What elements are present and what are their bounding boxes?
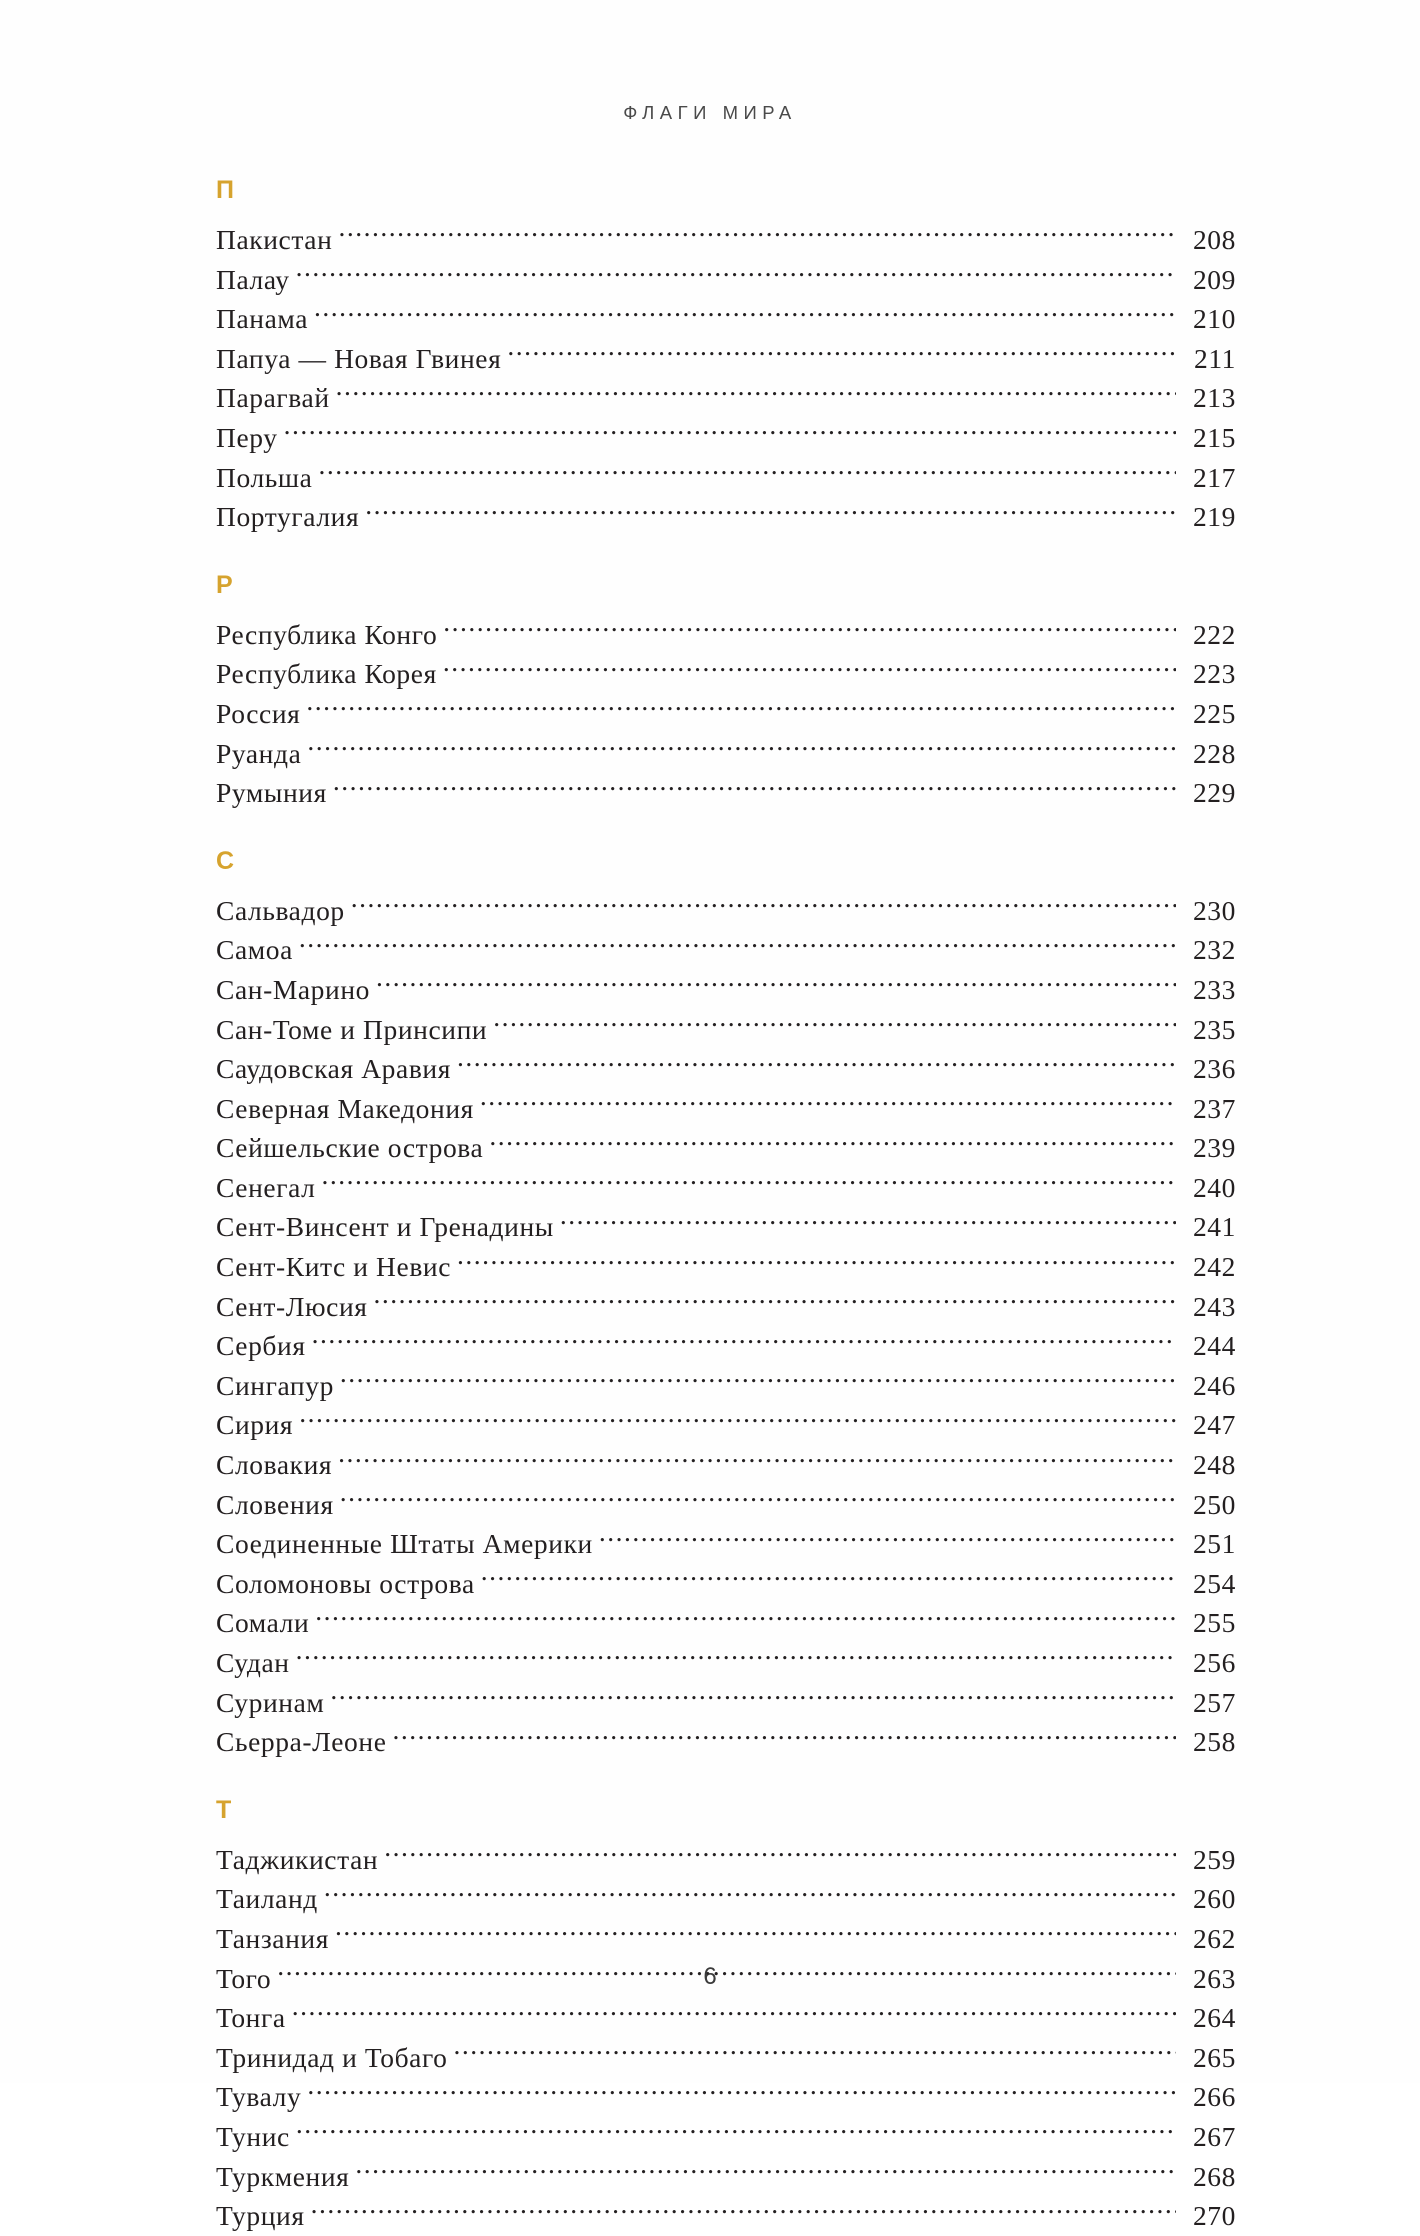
toc-entry-page-number: 222	[1192, 618, 1236, 650]
toc-entry-title: Парагвай	[216, 382, 330, 414]
toc-entry-title: Тувалу	[216, 2081, 302, 2113]
toc-entry-title: Самоа	[216, 934, 293, 966]
toc-entry[interactable]	[216, 694, 1236, 734]
toc-entry[interactable]	[216, 970, 1236, 1010]
toc-entry[interactable]	[216, 1840, 1236, 1880]
toc-entry[interactable]	[216, 1168, 1236, 1208]
toc-group-letter: П	[216, 176, 235, 204]
toc-entry-title: Россия	[216, 697, 301, 729]
toc-entry-leader-dots	[355, 2158, 1176, 2186]
toc-entry-leader-dots	[296, 261, 1176, 289]
toc-entry-title: Сингапур	[216, 1369, 334, 1401]
toc-entry[interactable]	[216, 1049, 1236, 1089]
toc-entry-leader-dots	[311, 2198, 1176, 2226]
toc-entry[interactable]	[216, 497, 1236, 537]
toc-entry-page-number: 256	[1192, 1647, 1236, 1678]
toc-entry-title: Сент-Винсент и Гренадины	[216, 1211, 554, 1243]
toc-entry-title: Панама	[216, 303, 309, 335]
toc-group	[216, 570, 1236, 813]
toc-entry-leader-dots	[457, 1249, 1176, 1277]
toc-entry-title: Соломоновы острова	[216, 1567, 475, 1599]
toc-entry[interactable]	[216, 378, 1236, 418]
toc-entry[interactable]	[216, 2077, 1236, 2117]
toc-entry-page-number: 267	[1192, 2120, 1236, 2152]
toc-entry-page-number: 247	[1192, 1409, 1236, 1441]
toc-entry[interactable]	[216, 418, 1236, 458]
toc-entry-title: Сент-Люсия	[216, 1290, 368, 1322]
toc-entry[interactable]	[216, 1603, 1236, 1643]
toc-entry-page-number: 265	[1192, 2041, 1236, 2073]
toc-entry-page-number: 219	[1192, 501, 1236, 533]
toc-entry-leader-dots	[315, 1605, 1176, 1633]
toc-entry-page-number: 243	[1192, 1290, 1236, 1322]
toc-entry-title: Республика Конго	[216, 618, 438, 650]
toc-entry[interactable]	[216, 734, 1236, 774]
toc-entry-title: Руанда	[216, 737, 302, 769]
toc-entry[interactable]	[216, 1247, 1236, 1287]
toc-entry-leader-dots	[454, 2039, 1176, 2067]
toc-entry-leader-dots	[330, 1684, 1176, 1712]
toc-entry-title: Тунис	[216, 2120, 290, 2152]
toc-entry-page-number: 223	[1192, 658, 1236, 690]
toc-entry[interactable]	[216, 1366, 1236, 1406]
toc-entry[interactable]	[216, 220, 1236, 260]
toc-entry[interactable]	[216, 1485, 1236, 1525]
toc-entry-leader-dots	[324, 1881, 1176, 1909]
toc-entry-title: Сан-Марино	[216, 973, 371, 1005]
toc-entry-leader-dots	[599, 1526, 1176, 1554]
toc-group	[216, 178, 1236, 537]
page-number: 6	[703, 1963, 717, 1990]
toc-entry-leader-dots	[507, 340, 1176, 368]
toc-entry-page-number: 260	[1192, 1883, 1236, 1915]
toc-entry-leader-dots	[338, 1447, 1176, 1475]
toc-entry-leader-dots	[338, 222, 1176, 250]
toc-entry[interactable]	[216, 299, 1236, 339]
toc-entry[interactable]	[216, 1564, 1236, 1604]
toc-entry-leader-dots	[481, 1565, 1176, 1593]
toc-entry-title: Папуа — Новая Гвинея	[216, 342, 502, 374]
toc-entry-leader-dots	[336, 380, 1176, 408]
toc-entry-page-number: 258	[1192, 1726, 1236, 1758]
toc-entry-leader-dots	[299, 1407, 1176, 1435]
toc-entry[interactable]	[216, 1879, 1236, 1919]
toc-entry-page-number: 242	[1192, 1251, 1236, 1283]
toc-entry-page-number: 270	[1192, 2200, 1236, 2232]
toc-entry-page-number: 237	[1192, 1092, 1236, 1124]
toc-entry-title: Того	[216, 1962, 272, 1994]
toc-entry[interactable]	[216, 773, 1236, 813]
toc-entry[interactable]	[216, 1919, 1236, 1959]
toc-entry-leader-dots	[335, 1920, 1176, 1948]
toc-entry-page-number: 240	[1192, 1171, 1236, 1203]
toc-entry-leader-dots	[365, 499, 1176, 527]
toc-entry-leader-dots	[340, 1367, 1176, 1395]
toc-entry-page-number: 266	[1192, 2081, 1236, 2113]
toc-entry-title: Тонга	[216, 2002, 286, 2034]
toc-entry-leader-dots	[376, 971, 1176, 999]
toc-entry-page-number: 257	[1192, 1686, 1236, 1718]
toc-entry[interactable]	[216, 260, 1236, 300]
toc-entry-page-number: 210	[1192, 303, 1236, 335]
toc-entry[interactable]	[216, 1207, 1236, 1247]
toc-entry-leader-dots	[443, 656, 1176, 684]
toc-entry-title: Словения	[216, 1488, 334, 1520]
toc-entry-title: Словакия	[216, 1449, 333, 1481]
toc-entry[interactable]	[216, 458, 1236, 498]
toc-entry-page-number: 215	[1192, 421, 1236, 453]
toc-entry-title: Таиланд	[216, 1883, 318, 1915]
toc-entry-page-number: 263	[1192, 1962, 1236, 1994]
toc-entry-title: Сербия	[216, 1330, 306, 1362]
toc-entry-title: Сомали	[216, 1607, 310, 1639]
toc-entry-leader-dots	[321, 1169, 1176, 1197]
toc-entry-leader-dots	[292, 2000, 1176, 2028]
toc-entry-page-number: 217	[1192, 461, 1236, 493]
toc-entry-leader-dots	[299, 932, 1176, 960]
toc-entry-page-number: 244	[1192, 1330, 1236, 1362]
toc-entry[interactable]	[216, 1683, 1236, 1723]
toc-entry-page-number: 246	[1192, 1369, 1236, 1401]
toc-entry[interactable]	[216, 1010, 1236, 1050]
toc-entry[interactable]	[216, 2196, 1236, 2236]
toc-entry[interactable]	[216, 930, 1236, 970]
toc-entry-title: Северная Македония	[216, 1092, 474, 1124]
toc-entry-leader-dots	[384, 1841, 1176, 1869]
toc-entry[interactable]	[216, 1722, 1236, 1762]
toc-entry-page-number: 235	[1192, 1013, 1236, 1045]
running-head: ФЛАГИ МИРА	[623, 102, 797, 123]
toc-entry-leader-dots	[296, 2118, 1176, 2146]
toc-entry-page-number: 262	[1192, 1922, 1236, 1954]
toc-entry-page-number: 236	[1192, 1053, 1236, 1085]
toc-entry-title: Палау	[216, 263, 290, 295]
toc-entry[interactable]	[216, 1287, 1236, 1327]
toc-entry-title: Польша	[216, 461, 313, 493]
toc-entry-page-number: 250	[1192, 1488, 1236, 1520]
toc-entry-title: Сьерра-Леоне	[216, 1726, 387, 1758]
toc-entry-title: Румыния	[216, 777, 327, 809]
toc-entry[interactable]	[216, 2117, 1236, 2157]
toc-entry[interactable]	[216, 1405, 1236, 1445]
toc-entry-page-number: 229	[1192, 777, 1236, 809]
toc-entry-page-number: 225	[1192, 697, 1236, 729]
toc-entry-page-number: 213	[1192, 382, 1236, 414]
toc-entry-title: Судан	[216, 1647, 290, 1678]
toc-entry-title: Пакистан	[216, 224, 333, 255]
toc-group-letter: С	[216, 846, 236, 875]
toc-entry[interactable]	[216, 891, 1236, 931]
toc-entry-title: Португалия	[216, 501, 360, 533]
toc-entry[interactable]	[216, 1445, 1236, 1485]
toc-entry-page-number: 254	[1192, 1567, 1236, 1599]
toc-entry-leader-dots	[493, 1011, 1176, 1039]
toc-entry[interactable]	[216, 615, 1236, 655]
toc-entry-title: Туркмения	[216, 2160, 350, 2192]
toc-entry-leader-dots	[374, 1288, 1176, 1316]
toc-entry[interactable]	[216, 1326, 1236, 1366]
toc-entry[interactable]	[216, 654, 1236, 694]
toc-entry-title: Перу	[216, 421, 278, 453]
toc-entry-page-number: 228	[1192, 737, 1236, 769]
toc-entry-title: Сейшельские острова	[216, 1132, 484, 1164]
toc-entry-title: Сирия	[216, 1409, 294, 1441]
toc-entry-title: Тринидад и Тобаго	[216, 2041, 448, 2073]
toc-entry-leader-dots	[306, 695, 1176, 723]
toc-entry[interactable]	[216, 339, 1236, 379]
toc-entry-page-number: 233	[1192, 973, 1236, 1005]
toc-entry-page-number: 239	[1192, 1132, 1236, 1164]
toc-entry-title: Республика Корея	[216, 658, 437, 690]
toc-entry-page-number: 211	[1193, 342, 1236, 374]
toc-entry-title: Турция	[216, 2200, 305, 2232]
toc-entry-leader-dots	[312, 1328, 1176, 1356]
toc-entry-title: Сан-Томе и Принсипи	[216, 1013, 488, 1045]
toc-entry-leader-dots	[333, 775, 1176, 803]
toc-entry[interactable]	[216, 1524, 1236, 1564]
toc-entry-page-number: 264	[1192, 2002, 1236, 2034]
toc-entry-leader-dots	[457, 1051, 1176, 1079]
toc-entry-title: Танзания	[216, 1922, 329, 1954]
toc-entry-title: Суринам	[216, 1686, 325, 1718]
toc-entry-page-number: 251	[1192, 1528, 1236, 1560]
toc-entry-page-number: 255	[1192, 1607, 1236, 1639]
toc-entry-leader-dots	[351, 892, 1176, 920]
toc-entry-leader-dots	[443, 616, 1176, 644]
toc-entry-title: Сенегал	[216, 1171, 316, 1203]
toc-entry[interactable]	[216, 1998, 1236, 2038]
toc-entry[interactable]	[216, 2157, 1236, 2197]
toc-entry-page-number: 230	[1192, 894, 1236, 926]
toc-entry-leader-dots	[319, 459, 1177, 487]
toc-entry-leader-dots	[560, 1209, 1176, 1237]
toc-entry[interactable]	[216, 1128, 1236, 1168]
toc-entry-page-number: 259	[1192, 1843, 1236, 1875]
toc-entry-title: Саудовская Аравия	[216, 1053, 451, 1085]
toc-entry-page-number: 268	[1192, 2160, 1236, 2192]
toc-entry-title: Соединенные Штаты Америки	[216, 1528, 593, 1560]
toc-group	[216, 846, 1236, 1762]
toc-entry-title: Сент-Китс и Невис	[216, 1251, 452, 1283]
toc-content	[216, 178, 1236, 2236]
toc-group	[216, 1795, 1236, 2236]
toc-entry[interactable]	[216, 2038, 1236, 2078]
toc-entry-leader-dots	[489, 1130, 1176, 1158]
toc-entry[interactable]	[216, 1089, 1236, 1129]
toc-entry-page-number: 208	[1192, 224, 1236, 255]
toc-entry-leader-dots	[480, 1090, 1176, 1118]
toc-group-letter: Т	[216, 1795, 233, 1824]
toc-entry-title: Сальвадор	[216, 894, 345, 926]
toc-entry-page-number: 241	[1192, 1211, 1236, 1243]
toc-entry-leader-dots	[296, 1645, 1176, 1673]
toc-entry-page-number: 209	[1192, 263, 1236, 295]
toc-entry-page-number: 248	[1192, 1449, 1236, 1481]
toc-entry-leader-dots	[393, 1724, 1177, 1752]
toc-entry-title: Таджикистан	[216, 1843, 379, 1875]
toc-entry-leader-dots	[314, 301, 1176, 329]
toc-entry-leader-dots	[340, 1486, 1176, 1514]
toc-entry-page-number: 232	[1192, 934, 1236, 966]
toc-group-letter: Р	[216, 570, 234, 599]
toc-entry-leader-dots	[307, 735, 1176, 763]
toc-entry-leader-dots	[284, 419, 1176, 447]
toc-entry[interactable]	[216, 1643, 1236, 1683]
